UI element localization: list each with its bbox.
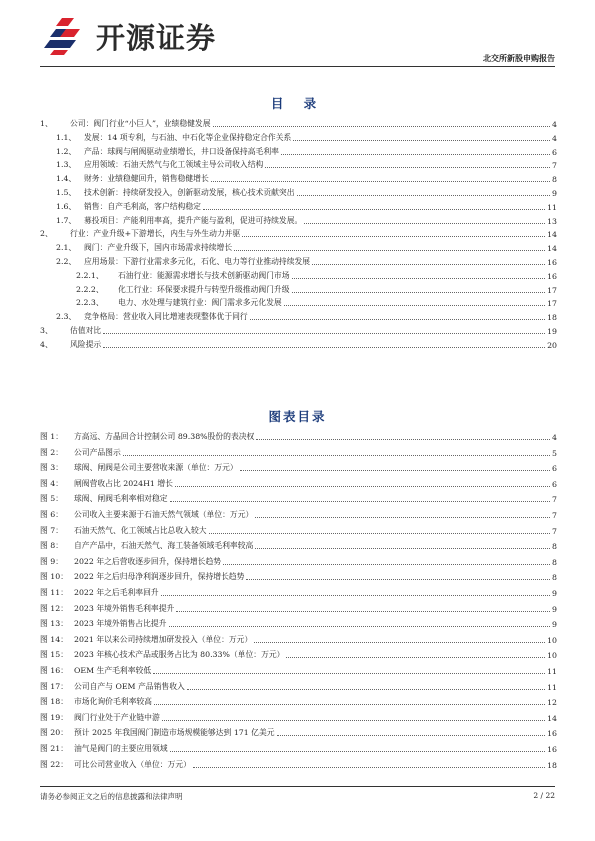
figure-entry[interactable] <box>40 430 557 442</box>
dot-leader <box>162 720 545 721</box>
dot-leader <box>256 439 550 440</box>
figure-entry-page: 8 <box>552 573 557 583</box>
report-type-label: 北交所新股申购报告 <box>483 53 555 63</box>
toc-entry-number: 2.2.1、 <box>76 270 104 280</box>
toc-entry-page: 6 <box>552 147 557 157</box>
figure-entry[interactable] <box>40 524 557 536</box>
toc-entry-title: 竞争格局：营业收入同比增速表现整体优于同行 <box>84 312 248 322</box>
figure-entry[interactable] <box>40 758 557 770</box>
figure-entry-page: 9 <box>552 620 557 630</box>
toc-entry[interactable] <box>40 269 557 281</box>
figure-entry-number: 图 22： <box>40 759 68 769</box>
dot-leader <box>103 347 545 348</box>
dot-leader <box>187 689 545 690</box>
figure-entry-page: 9 <box>552 589 557 598</box>
figure-entry-title: 2023 年境外销售占比提升 <box>74 619 167 629</box>
figure-entry-number: 图 19： <box>40 712 68 722</box>
figure-entry-title: 球阀、闸阀毛利率相对稳定 <box>74 494 168 504</box>
dot-leader <box>123 455 550 456</box>
dot-leader <box>170 501 550 502</box>
dot-leader <box>297 195 551 196</box>
dot-leader <box>281 154 550 155</box>
toc-entry-number: 4、 <box>40 339 53 349</box>
toc-entry-number: 2.2.3、 <box>76 298 104 308</box>
toc-entry-title: 估值对比 <box>70 326 102 335</box>
dot-leader <box>170 751 546 752</box>
figure-entry[interactable] <box>40 461 557 473</box>
dot-leader <box>176 611 550 612</box>
dot-leader <box>240 470 550 471</box>
dot-leader <box>211 181 550 182</box>
toc-entry-number: 3、 <box>40 326 53 335</box>
toc-entry[interactable] <box>40 117 557 129</box>
toc-entry-page: 11 <box>547 202 557 212</box>
toc-entry-number: 1.7、 <box>56 215 77 225</box>
toc-entry[interactable] <box>40 296 557 308</box>
figure-entry[interactable] <box>40 555 557 567</box>
figure-entry-number: 图 21： <box>40 744 68 753</box>
toc-entry-title: 产品：球阀与闸阀驱动业绩增长，井口设备保持高毛利率 <box>84 146 279 156</box>
figure-entry-page: 6 <box>552 464 557 474</box>
toc-entry-title: 财务：业绩稳健回升，销售稳健增长 <box>84 174 209 184</box>
figure-entry-number: 图 16： <box>40 666 68 675</box>
figure-entry-number: 图 17： <box>40 681 68 691</box>
toc-entry-number: 2.2、 <box>56 257 77 266</box>
toc-entry[interactable] <box>40 200 557 212</box>
figure-entry[interactable] <box>40 570 557 582</box>
figure-entry-title: 闸阀营收占比 2024H1 增长 <box>74 478 173 488</box>
figure-entry-number: 图 10： <box>40 572 68 582</box>
toc-entry-page: 13 <box>547 216 557 226</box>
page-header <box>40 0 555 70</box>
figure-entry-page: 18 <box>547 760 557 770</box>
logo-mark-icon <box>44 16 90 56</box>
figure-entry-number: 图 5： <box>40 494 64 504</box>
figure-entry[interactable] <box>40 539 557 551</box>
figure-entry[interactable] <box>40 508 557 520</box>
toc-entry-number: 1.5、 <box>56 188 77 197</box>
dot-leader <box>286 657 545 658</box>
figure-entry-page: 11 <box>547 682 557 692</box>
toc-entry-title: 发展：14 项专利，与石油、中石化等企业保持稳定合作关系 <box>84 132 292 142</box>
figure-entry-number: 图 20： <box>40 728 68 738</box>
figure-entry-page: 8 <box>552 557 557 567</box>
toc-entry-page: 18 <box>547 313 557 323</box>
toc-entry-number: 1.1、 <box>56 132 77 142</box>
figure-entry-title: 预计 2025 年我国阀门制造市场规模能够达到 171 亿美元 <box>74 728 275 738</box>
toc-entry-page: 19 <box>547 327 557 336</box>
figure-entry-title: 公司产品图示 <box>74 447 121 457</box>
dot-leader <box>223 564 550 565</box>
toc-entry-number: 1.3、 <box>56 160 77 170</box>
toc-entry-page: 9 <box>552 189 557 198</box>
dot-leader <box>277 735 546 736</box>
toc-entry[interactable] <box>40 131 557 143</box>
figure-entry-number: 图 4： <box>40 478 64 488</box>
toc-entry-number: 2、 <box>40 229 53 239</box>
toc-entry[interactable] <box>40 310 557 322</box>
figure-entry-title: 油气是阀门的主要应用领域 <box>74 744 168 753</box>
figure-entry-page: 16 <box>547 729 557 739</box>
dot-leader <box>169 626 551 627</box>
dot-leader <box>213 126 551 127</box>
figure-entry-number: 图 3： <box>40 463 64 473</box>
toc-entry-title: 阀门：产业升级下，国内市场需求持续增长 <box>84 243 233 253</box>
dot-leader <box>246 579 550 580</box>
figure-entry[interactable] <box>40 711 557 723</box>
toc-entry[interactable] <box>40 145 557 157</box>
figure-entry-title: 2022 年之后归母净利润逐步回升，保持增长趋势 <box>74 572 245 582</box>
toc-entry-number: 1.6、 <box>56 201 77 211</box>
toc-entry[interactable] <box>40 172 557 184</box>
figure-entry[interactable] <box>40 586 557 598</box>
figure-entry-title: 阀门行业处于产业链中游 <box>74 712 160 722</box>
toc-entry-title: 募投项目：产能利用率高，提升产能与盈利，促进可持续发展。 <box>84 215 303 225</box>
toc-entry[interactable] <box>40 186 557 198</box>
dot-leader <box>292 278 546 279</box>
toc-entry-page: 4 <box>552 133 557 143</box>
figure-entry-title: 2023 年境外销售毛利率提升 <box>74 603 175 613</box>
figure-entry-title: 2023 年核心技术产品或服务占比为 80.33%（单位：万元） <box>74 650 285 660</box>
dot-leader <box>304 223 545 224</box>
figure-entry-page: 4 <box>552 433 557 442</box>
dot-leader <box>234 250 545 251</box>
toc-entry-page: 20 <box>547 340 557 350</box>
figure-entry-title: 市场化询价毛利率较高 <box>74 697 152 707</box>
footer-divider <box>40 786 555 787</box>
dot-leader <box>203 209 545 210</box>
toc-entry-number: 2.2.2、 <box>76 284 104 294</box>
figure-entry-page: 7 <box>552 526 557 536</box>
figure-entry-number: 图 1： <box>40 432 64 441</box>
figure-entry-page: 10 <box>547 635 557 645</box>
figure-entry-title: 2022 年之后毛利率回升 <box>74 588 159 597</box>
figure-entry[interactable] <box>40 602 557 614</box>
toc-entry-page: 16 <box>547 258 557 267</box>
figure-entry[interactable] <box>40 680 557 692</box>
figure-entry-number: 图 7： <box>40 525 64 535</box>
toc-entry-title: 化工行业：环保要求提升与转型升级推动阀门升级 <box>118 284 290 294</box>
toc-entry[interactable] <box>40 324 557 336</box>
figure-entry-page: 7 <box>552 511 557 520</box>
toc-entry-page: 17 <box>547 285 557 295</box>
figure-entry-page: 5 <box>552 448 557 458</box>
figure-entry-page: 7 <box>552 495 557 505</box>
toc-entry[interactable] <box>40 338 557 350</box>
figure-entry[interactable] <box>40 617 557 629</box>
figure-entry-page: 16 <box>547 745 557 754</box>
figure-entry-title: 公司自产与 OEM 产品销售收入 <box>74 681 185 691</box>
figure-entry-page: 12 <box>547 698 557 708</box>
toc-entry-title: 销售：自产毛利高，客户结构稳定 <box>84 201 201 211</box>
figure-entry-page: 11 <box>547 667 557 676</box>
toc-entry[interactable] <box>40 283 557 295</box>
header-divider <box>40 66 555 67</box>
toc-entry-title: 电力、水处理与建筑行业：阀门需求多元化发展 <box>118 298 282 308</box>
figure-entry-page: 8 <box>552 542 557 552</box>
figure-entry-page: 9 <box>552 604 557 614</box>
dot-leader <box>255 517 550 518</box>
dot-leader <box>284 305 545 306</box>
dot-leader <box>175 486 550 487</box>
dot-leader <box>254 642 545 643</box>
figure-entry-number: 图 18： <box>40 697 68 707</box>
figure-entry[interactable] <box>40 477 557 489</box>
toc-entry[interactable] <box>40 214 557 226</box>
dot-leader <box>293 140 550 141</box>
figure-entry-title: 2021 年以来公司持续增加研发投入（单位：万元） <box>74 634 253 644</box>
toc-entry-page: 17 <box>547 299 557 309</box>
toc-entry-title: 公司：阀门行业“小巨人”，业绩稳健发展 <box>70 119 211 128</box>
toc-entry-number: 2.3、 <box>56 312 77 322</box>
toc-entry-title: 技术创新：持续研发投入，创新驱动发展，核心技术贡献突出 <box>84 188 295 197</box>
toc-title: 目 录 <box>270 96 325 111</box>
dot-leader <box>161 595 550 596</box>
toc-entry-page: 14 <box>547 230 557 240</box>
toc-entry[interactable] <box>40 255 557 267</box>
figure-entry-number: 图 6： <box>40 510 64 519</box>
toc-entry-page: 8 <box>552 175 557 185</box>
figure-entry-number: 图 12： <box>40 603 68 613</box>
toc-entry-title: 风险提示 <box>70 339 102 349</box>
toc-entry-page: 14 <box>547 244 557 254</box>
figure-entry[interactable] <box>40 492 557 504</box>
figure-entry-number: 图 14： <box>40 634 68 644</box>
toc-entry-page: 7 <box>552 161 557 171</box>
toc-entry-number: 1.2、 <box>56 146 77 156</box>
figure-entry-number: 图 8： <box>40 541 64 551</box>
dot-leader <box>153 673 545 674</box>
dot-leader <box>209 533 550 534</box>
figure-entry-number: 图 13： <box>40 619 68 629</box>
figure-entry-title: 方高远、方晶回合计控制公司 89.38%股份的表决权 <box>74 432 255 441</box>
toc-entry-title: 应用场景：下游行业需求多元化，石化、电力等行业推动持续发展 <box>84 257 311 266</box>
brand-name: 开源证券 <box>96 20 217 55</box>
figure-entry-number: 图 15： <box>40 650 68 660</box>
figure-entry-title: 球阀、闸阀是公司主要营收来源（单位：万元） <box>74 463 238 473</box>
dot-leader <box>242 236 545 237</box>
figure-entry-title: OEM 生产毛利率较低 <box>74 666 152 675</box>
page-indicator: 2 / 22 <box>533 791 555 800</box>
toc-entry-number: 2.1、 <box>56 243 77 253</box>
figure-entry-page: 6 <box>552 479 557 489</box>
figure-entry[interactable] <box>40 633 557 645</box>
toc-entry[interactable] <box>40 241 557 253</box>
toc-entry-title: 行业：产业升级+下游增长，内生与外生动力并驱 <box>70 229 241 239</box>
figure-entry[interactable] <box>40 726 557 738</box>
figure-entry[interactable] <box>40 664 557 676</box>
dot-leader <box>103 333 545 334</box>
figure-entry[interactable] <box>40 695 557 707</box>
toc-entry-number: 1.4、 <box>56 174 77 184</box>
toc-entry-title: 石油行业：能源需求增长与技术创新驱动阀门市场 <box>118 270 290 280</box>
figure-entry[interactable] <box>40 742 557 754</box>
toc-entry-number: 1、 <box>40 119 53 128</box>
figure-entry-page: 14 <box>547 713 557 723</box>
toc-entry-title: 应用领域：石油天然气与化工领域主导公司收入结构 <box>84 160 264 170</box>
figure-entry-number: 图 2： <box>40 447 64 457</box>
toc-entry[interactable] <box>40 227 557 239</box>
toc-entry[interactable] <box>40 158 557 170</box>
dot-leader <box>250 319 545 320</box>
dot-leader <box>193 767 545 768</box>
figure-entry-title: 2022 年之后营收逐步回升，保持增长趋势 <box>74 556 222 566</box>
figure-entry-page: 10 <box>547 651 557 661</box>
figure-entry-number: 图 9： <box>40 556 64 566</box>
dot-leader <box>292 292 546 293</box>
toc-entry-page: 4 <box>552 120 557 129</box>
dot-leader <box>255 548 550 549</box>
toc-entry-page: 16 <box>547 271 557 281</box>
figure-entry-title: 公司收入主要来源于石油天然气领域（单位：万元） <box>74 510 254 519</box>
company-logo <box>44 16 216 56</box>
dot-leader <box>312 264 545 265</box>
figure-entry-title: 自产产品中，石油天然气、海工装备领域毛利率较高 <box>74 541 254 551</box>
figure-entry[interactable] <box>40 446 557 458</box>
figure-entry[interactable] <box>40 648 557 660</box>
dot-leader <box>265 167 550 168</box>
figure-entry-number: 图 11： <box>40 588 68 597</box>
figures-title: 图表目录 <box>268 409 327 424</box>
figure-entry-title: 可比公司营业收入（单位：万元） <box>74 759 191 769</box>
dot-leader <box>154 704 545 705</box>
figure-entry-title: 石油天然气、化工领域占比总收入较大 <box>74 525 207 535</box>
footer-disclaimer: 请务必参阅正文之后的信息披露和法律声明 <box>40 792 183 801</box>
